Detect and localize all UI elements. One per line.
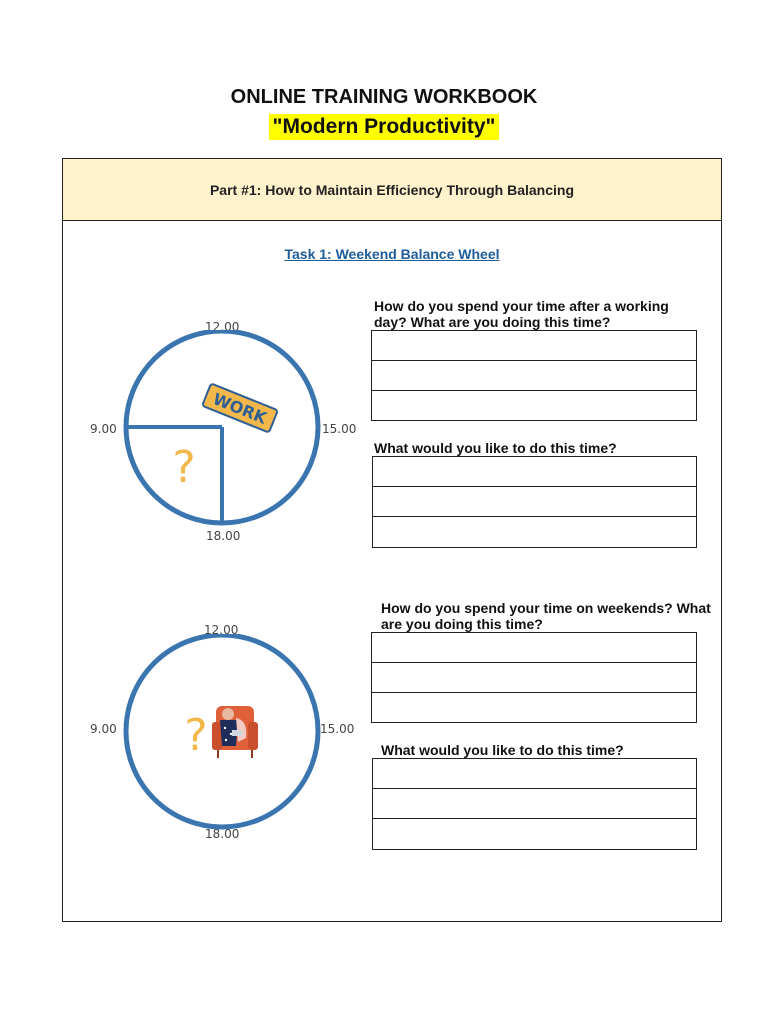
wheel1-label-left: 9.00: [90, 422, 117, 436]
part-title: Part #1: How to Maintain Efficiency Through Balancing: [209, 182, 575, 198]
work-sticker-text: WORK: [210, 389, 270, 428]
wheel2-answer-box-2[interactable]: [372, 758, 697, 850]
wheel2-question-2: What would you like to do this time?: [381, 742, 624, 758]
answer-row[interactable]: [372, 633, 696, 663]
wheel1-clock: [112, 330, 332, 530]
question-mark-icon: ?: [172, 442, 196, 493]
answer-row[interactable]: [373, 457, 696, 487]
wheel1-question-2: What would you like to do this time?: [374, 440, 617, 456]
answer-row[interactable]: [372, 693, 696, 723]
workbook-subtitle: "Modern Productivity": [269, 114, 500, 140]
answer-row[interactable]: [372, 391, 696, 421]
wheel1-label-top: 12.00: [205, 320, 240, 334]
answer-row[interactable]: [373, 759, 696, 789]
wheel1-label-right: 15.00: [322, 422, 357, 436]
workbook-subtitle-wrap: [0, 114, 768, 140]
wheel2-question-1: How do you spend your time on weekends? What are you doing this time?: [381, 600, 711, 632]
wheel2-label-right: 15.00: [320, 722, 355, 736]
armchair-person-icon: [212, 706, 258, 758]
answer-row[interactable]: [373, 789, 696, 819]
answer-row[interactable]: [373, 517, 696, 547]
answer-row[interactable]: [373, 487, 696, 517]
answer-row[interactable]: [373, 819, 696, 849]
answer-row[interactable]: [372, 361, 696, 391]
wheel2-label-bottom: 18.00: [205, 827, 240, 841]
answer-row[interactable]: [372, 663, 696, 693]
question-mark-icon: ?: [184, 710, 208, 761]
wheel2-label-left: 9.00: [90, 722, 117, 736]
wheel1-answer-box-1[interactable]: [371, 330, 697, 421]
wheel1-question-1: How do you spend your time after a working day? What are you doing this time?: [374, 298, 669, 330]
wheel2-answer-box-1[interactable]: [371, 632, 697, 723]
workbook-title: ONLINE TRAINING WORKBOOK: [230, 86, 538, 108]
answer-row[interactable]: [372, 331, 696, 361]
wheel1-answer-box-2[interactable]: [372, 456, 697, 548]
wheel1-label-bottom: 18.00: [206, 529, 241, 543]
wheel2-label-top: 12.00: [204, 623, 239, 637]
task-title: Task 1: Weekend Balance Wheel: [284, 246, 500, 262]
wheel2-clock: [112, 634, 332, 834]
